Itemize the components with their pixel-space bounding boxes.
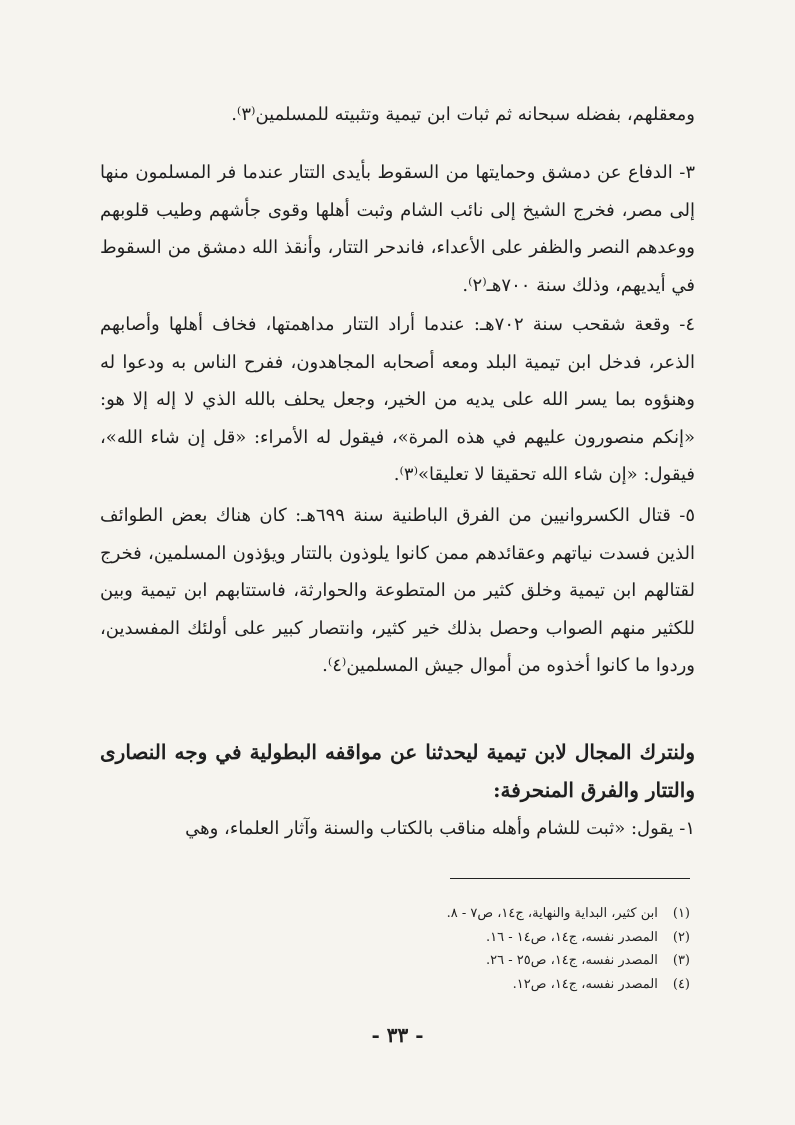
footnote-text: المصدر نفسه، ج١٤، ص٢٥ - ٢٦.	[486, 953, 658, 968]
page-number: - ٣٣ -	[371, 1023, 424, 1047]
footnote-text: المصدر نفسه، ج١٤، ص١٢.	[512, 976, 658, 992]
paragraph-text: ٣- الدفاع عن دمشق وحمايتها من السقوط بأيدى التتار عندما فر المسلمون منها إلى مصر، فخرج الشيخ إلى نائب الشام وثبت أهلها وقوى جأشهم وطيب قلوبهم ووعدهم النصر والظفر على الأعداء، فاندحر التتار، وأنقذ الله دمشق من السقوط في أيديهم، وذلك سنة ٧٠٠هـ⁽٢⁾.	[100, 162, 695, 296]
footnote-item	[300, 973, 690, 997]
body-paragraph	[100, 154, 695, 304]
paragraph-text: ٥- قتال الكسروانيين من الفرق الباطنية سنة ٦٩٩هـ: كان هناك بعض الطوائف الذين فسدت نياتهم وعقائدهم ممن كانوا يلوذون بالتتار ويؤذون المسلمين، فخرج لقتالهم ابن تيمية وخلق كثير من المتطوعة والحوارثة، فاستتابهم ابن تيمية وبين للكثير منهم الصواب وحصل بذلك خير كثير، وانتصار كبير على أولئك المفسدين، وردوا ما كانوا أخذوه من أموال جيش المسلمين⁽٤⁾.	[100, 505, 696, 676]
footnote-item	[300, 926, 690, 950]
footnote-number: (٤)	[672, 976, 690, 992]
footnote-number: (٢)	[672, 929, 690, 945]
body-paragraph	[100, 810, 695, 848]
body-paragraph	[100, 96, 695, 134]
paragraph-text: ومعقلهم، بفضله سبحانه ثم ثبات ابن تيمية وتثبيته للمسلمين⁽٣⁾.	[231, 104, 695, 125]
section-heading: ولنترك المجال لابن تيمية ليحدثنا عن مواقفه البطولية في وجه النصارى والتتار والفرق المنحرفة:	[100, 740, 695, 802]
footnote-text: المصدر نفسه، ج١٤، ص١٤ - ١٦.	[486, 929, 658, 945]
paragraph-text: ١- يقول: «ثبت للشام وأهله مناقب بالكتاب والسنة وآثار العلماء، وهي	[185, 818, 695, 839]
footnote-number: (١)	[672, 906, 690, 921]
footnotes	[300, 902, 690, 996]
footnote-divider	[450, 878, 690, 879]
footnote-number: (٣)	[672, 953, 690, 968]
body-paragraph	[100, 306, 695, 494]
footnote-item	[300, 902, 690, 926]
footnote-text: ابن كثير، البداية والنهاية، ج١٤، ص٧ - ٨.	[446, 906, 658, 921]
body-paragraph	[100, 497, 695, 685]
footnote-item	[300, 949, 690, 973]
paragraph-text: ٤- وقعة شقحب سنة ٧٠٢هـ: عندما أراد التتار مداهمتها، فخاف أهلها وأصابهم الذعر، فدخل ابن تيمية البلد ومعه أصحابه المجاهدون، ففرح الناس به ودعوا له وهنؤوه بما يسر الله على يديه من الخير، وجعل يحلف بالله الذي لا إله إلا هو: «إنكم منصورون عليهم في هذه المرة»، فيقول له الأمراء: «قل إن شاء الله»، فيقول: «إن شاء الله تحقيقا لا تعليقا»⁽٣⁾.	[100, 314, 695, 485]
